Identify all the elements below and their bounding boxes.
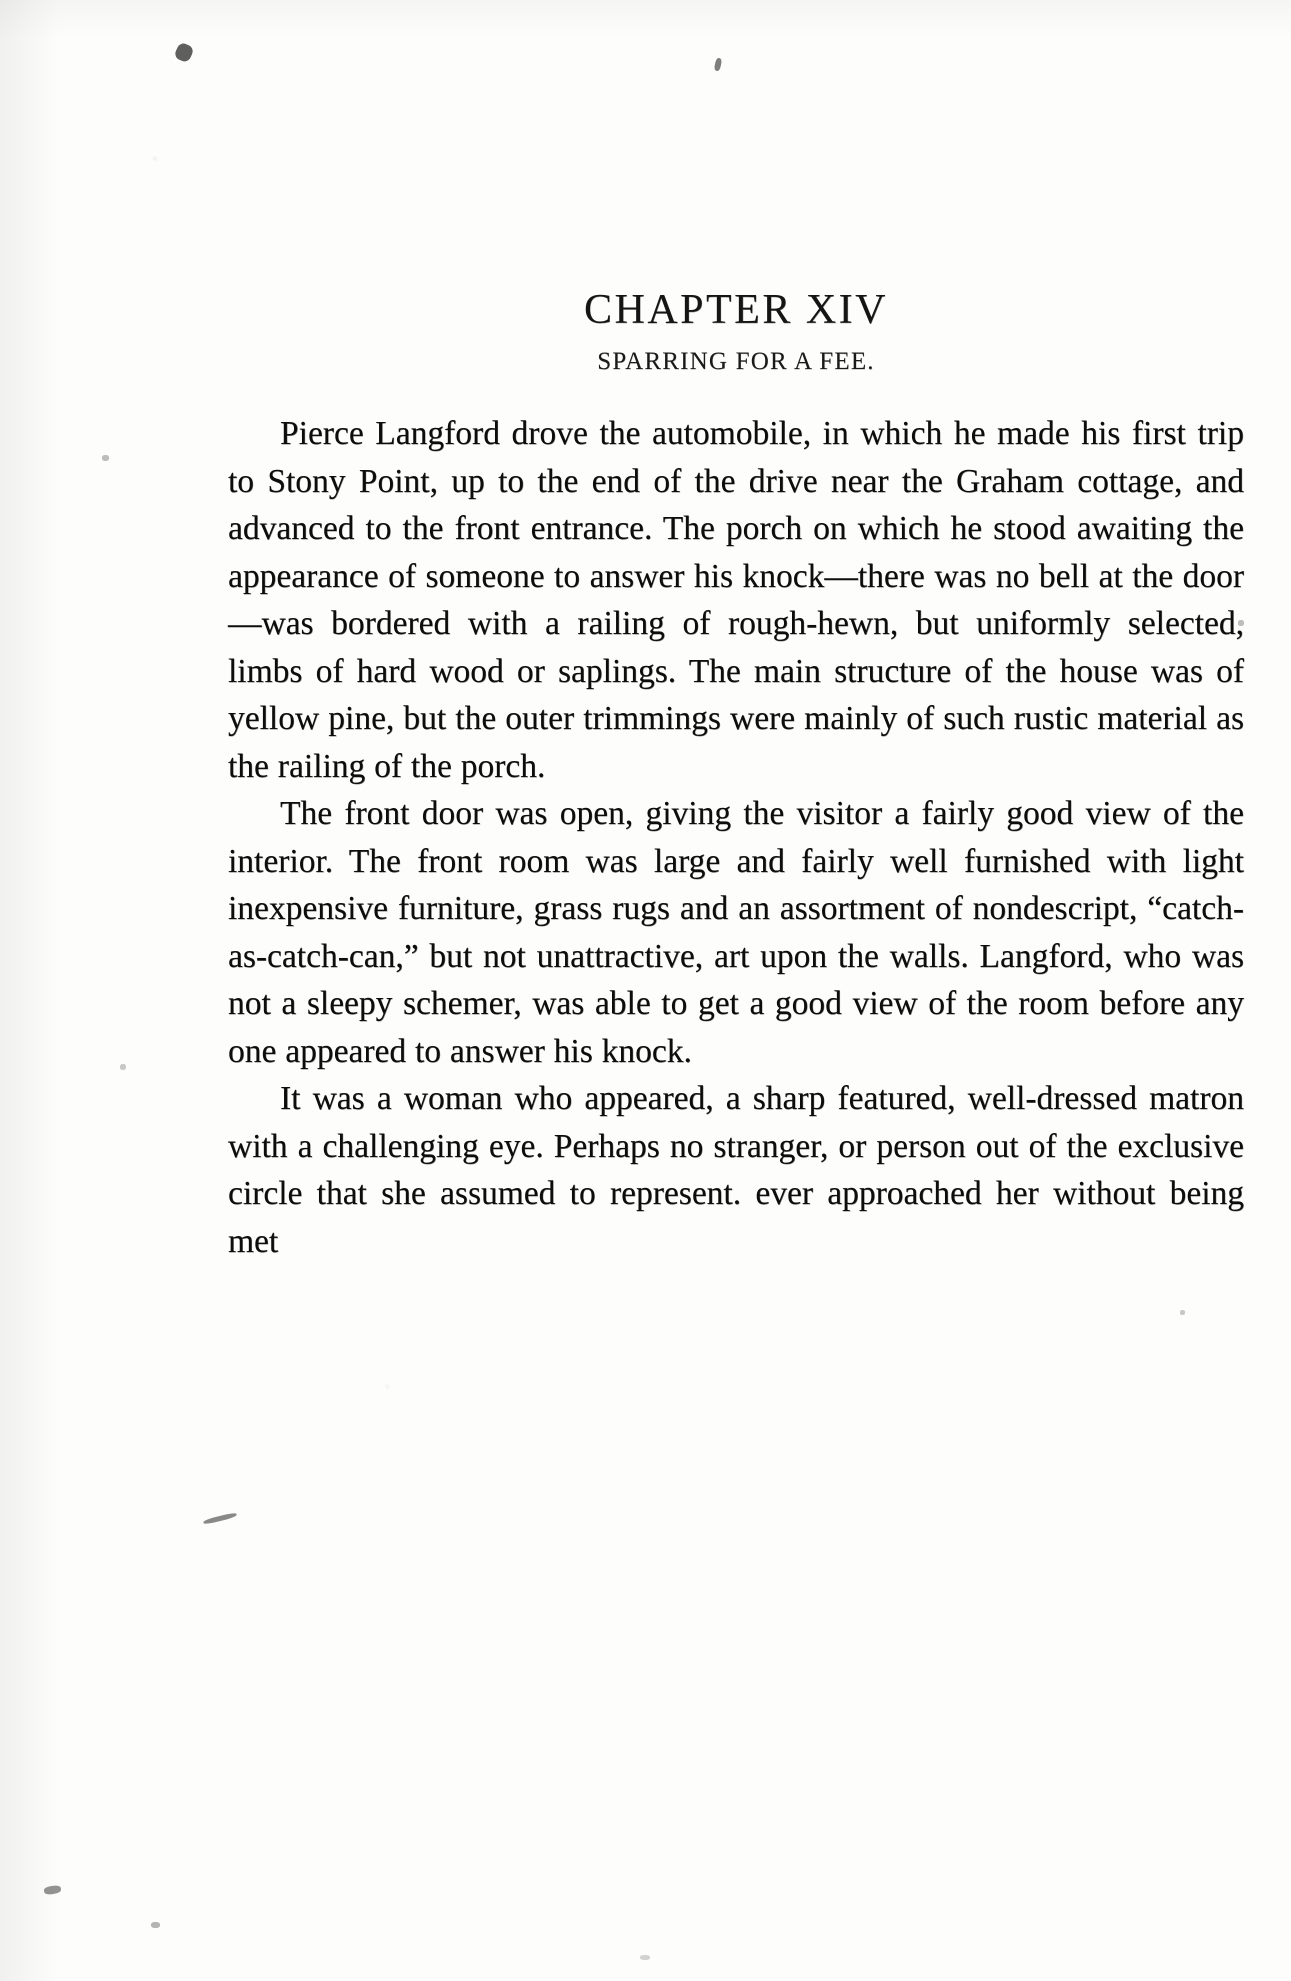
chapter-subtitle: SPARRING FOR A FEE. [597, 348, 875, 375]
ink-speck [151, 1922, 160, 1928]
body-paragraph: The front door was open, giving the visitor a fairly good view of the interior. The front room was large and fairly well furnished with light inexpensive furniture, grass rugs and an assortment of nondescript, “catch-as-catch-can,” but not unattractive, art upon the walls. Langford, who was not a sleepy schemer, was able to get a good view of the room before any one appeared to answer his knock. [228, 795, 1244, 1070]
ink-speck [714, 58, 723, 72]
ink-speck [173, 41, 195, 63]
ink-speck [44, 1885, 62, 1895]
body-paragraph: Pierce Langford drove the automobile, in which he made his first trip to Stony Point, up to the end of the drive near the Graham cottage, and advanced to the front entrance. The porch on which he stood awaiting the appearance of someone to answer his knock—there was no bell at the door—was bordered with a railing of rough-hewn, but uniformly selected, limbs of hard wood or saplings. The main structure of the house was of yellow pine, but the outer trimmings were mainly of such rustic material as the railing of the porch. [228, 415, 1244, 785]
ink-speck [102, 455, 109, 461]
page-edge-shadow-left [0, 0, 60, 1981]
ink-speck [120, 1064, 126, 1070]
chapter-title: CHAPTER XIV [583, 287, 888, 333]
ink-speck [640, 1955, 650, 1960]
page-edge-shadow-top [0, 0, 1291, 40]
body-paragraph: It was a woman who appeared, a sharp featured, well-dressed matron with a challenging eye. Perhaps no stranger, or person out of the exclusive circle that she assumed to represent. ever approached her without being met [228, 1080, 1244, 1260]
ink-speck [203, 1512, 237, 1525]
ink-speck [1180, 1310, 1185, 1315]
text-column [228, 286, 1244, 1265]
